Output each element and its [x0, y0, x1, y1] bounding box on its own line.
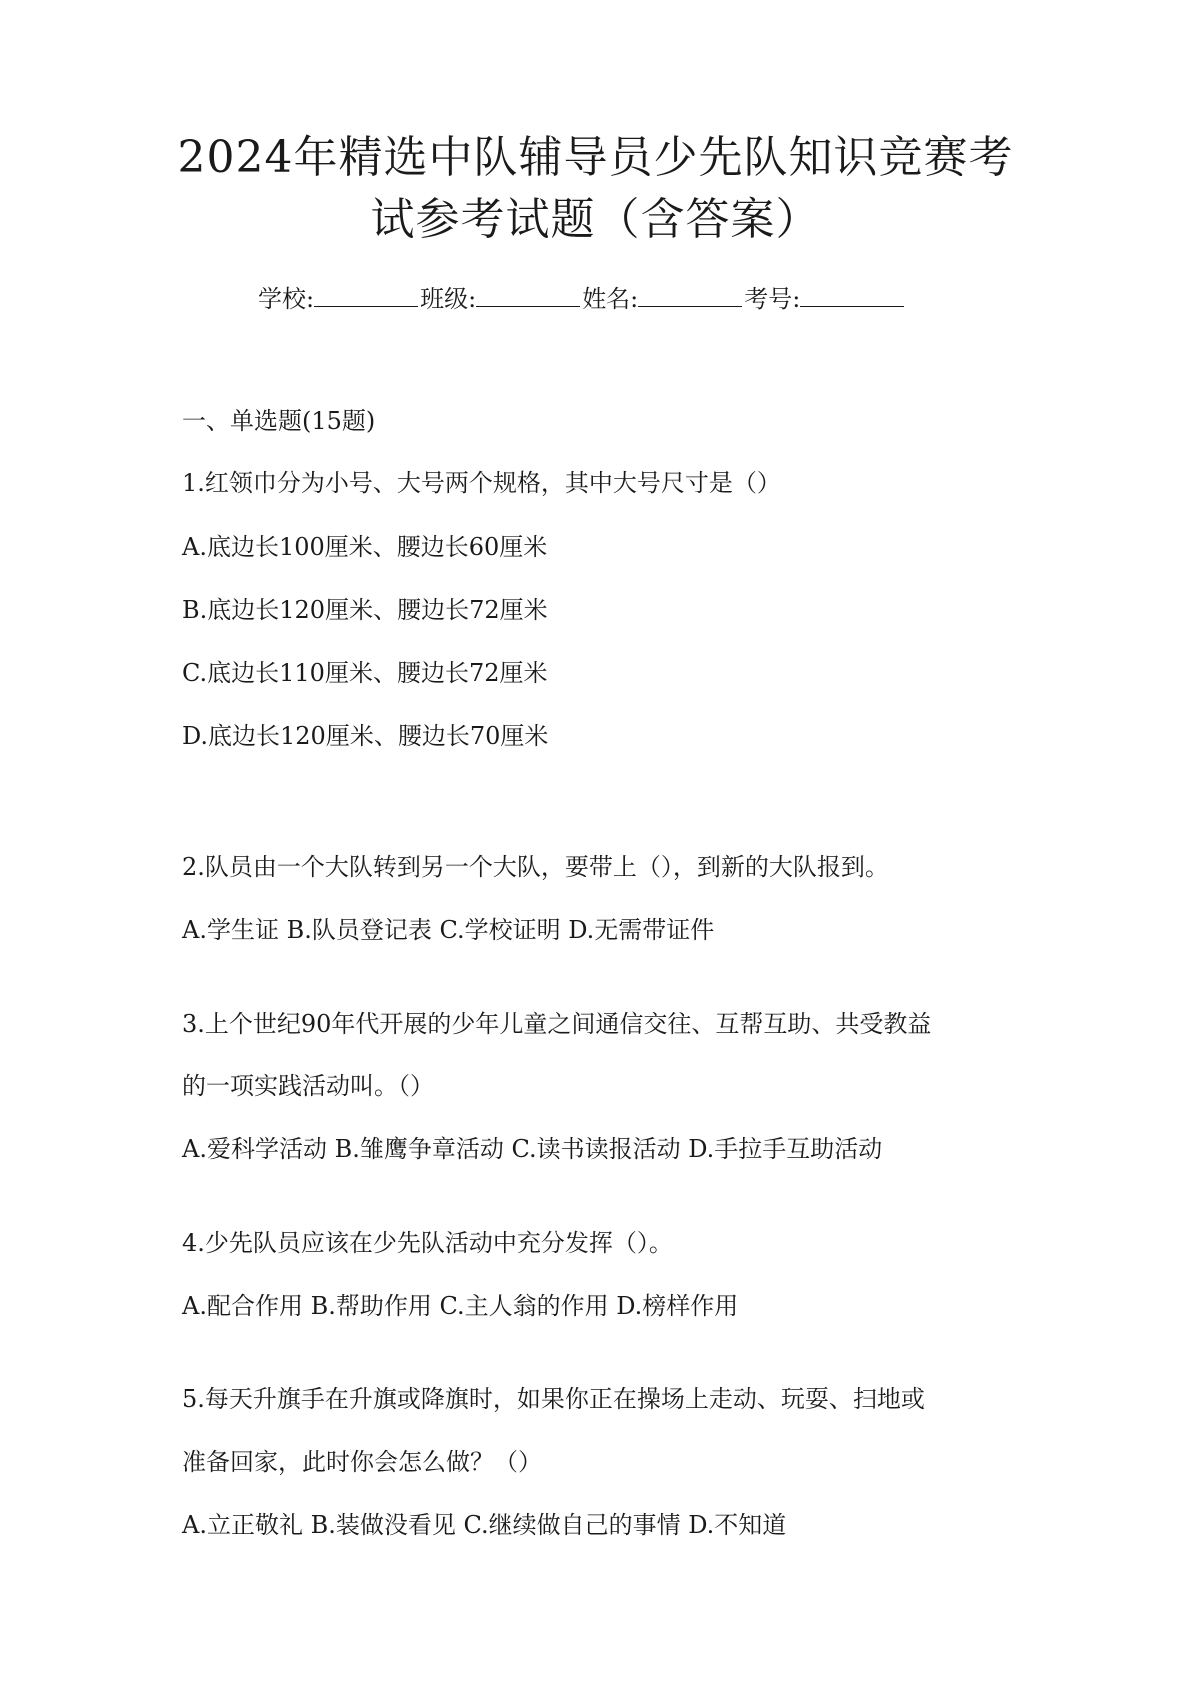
question-1-option-b: B.底边长120厘米、腰边长72厘米 [182, 596, 548, 624]
question-5-options: A.立正敬礼 B.装做没看见 C.继续做自己的事情 D.不知道 [182, 1511, 787, 1539]
document-title-line-2: 试参考试题（含答案） [370, 194, 821, 245]
question-3-stem-line-1: 3.上个世纪90年代开展的少年儿童之间通信交往、互帮互助、共受教益 [182, 1010, 932, 1038]
class-blank[interactable] [476, 280, 580, 307]
question-5-stem-line-2: 准备回家，此时你会怎么做？（） [182, 1448, 542, 1476]
school-label: 学校: [258, 285, 315, 313]
student-info-row [258, 280, 906, 316]
question-2-stem: 2.队员由一个大队转到另一个大队，要带上（），到新的大队报到。 [182, 853, 889, 881]
section-heading: 一、单选题(15题) [182, 407, 376, 435]
question-3-options: A.爱科学活动 B.雏鹰争章活动 C.读书读报活动 D.手拉手互助活动 [182, 1135, 883, 1163]
document-title-line-1: 2024年精选中队辅导员少先队知识竞赛考 [177, 132, 1014, 183]
question-5-stem-line-1: 5.每天升旗手在升旗或降旗时，如果你正在操场上走动、玩耍、扫地或 [182, 1385, 925, 1413]
question-4-options: A.配合作用 B.帮助作用 C.主人翁的作用 D.榜样作用 [182, 1292, 739, 1320]
question-1-option-a: A.底边长100厘米、腰边长60厘米 [182, 533, 548, 561]
question-1-option-d: D.底边长120厘米、腰边长70厘米 [182, 722, 549, 750]
question-3-stem-line-2: 的一项实践活动叫。（） [182, 1072, 434, 1100]
exam-number-blank[interactable] [800, 280, 904, 307]
question-1-option-c: C.底边长110厘米、腰边长72厘米 [182, 659, 548, 687]
class-label: 班级: [420, 285, 477, 313]
school-blank[interactable] [314, 280, 418, 307]
question-4-stem: 4.少先队员应该在少先队活动中充分发挥（）。 [182, 1229, 673, 1257]
name-blank[interactable] [638, 280, 742, 307]
question-2-options: A.学生证 B.队员登记表 C.学校证明 D.无需带证件 [182, 916, 715, 944]
question-1-stem: 1.红领巾分为小号、大号两个规格，其中大号尺寸是（） [182, 469, 781, 497]
exam-number-label: 考号: [744, 285, 801, 313]
name-label: 姓名: [582, 285, 639, 313]
